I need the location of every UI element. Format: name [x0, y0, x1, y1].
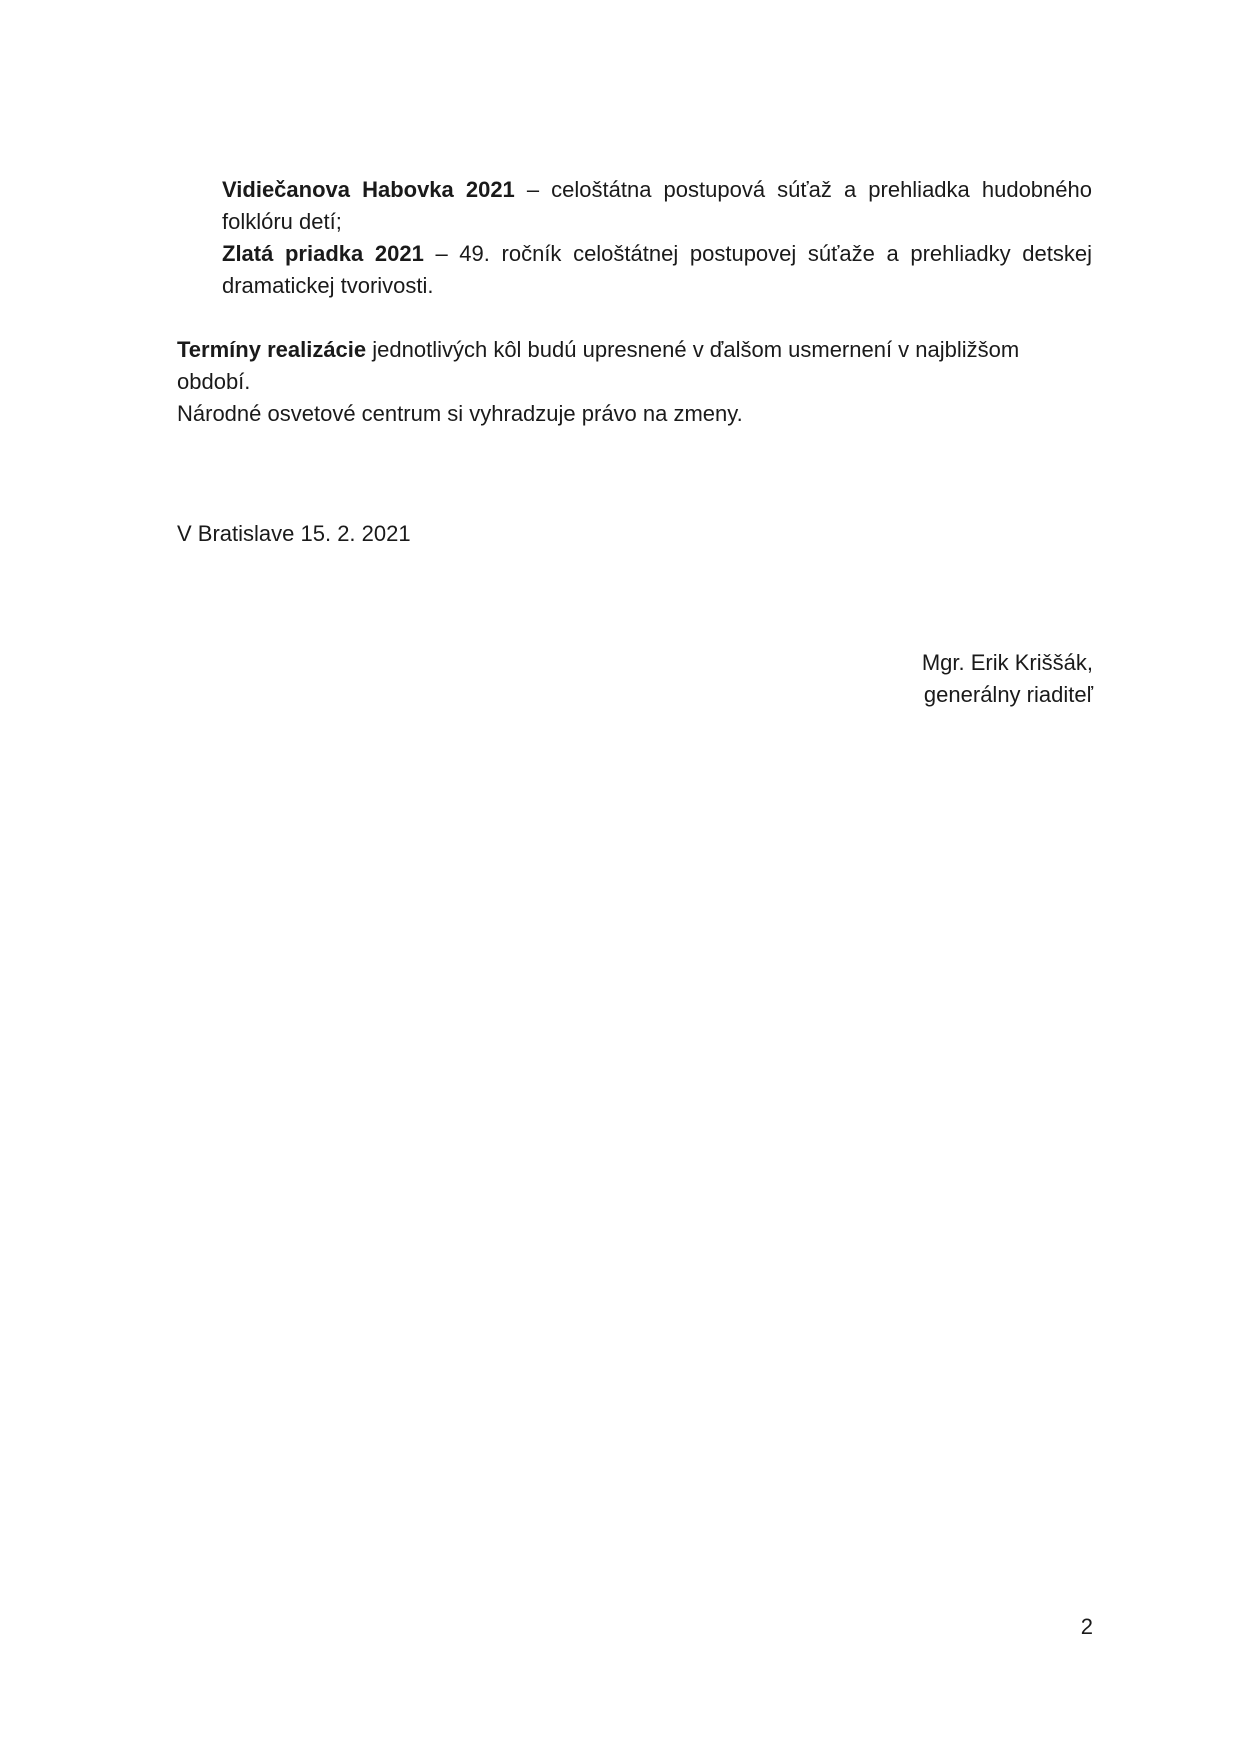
- terms-heading: Termíny realizácie: [177, 337, 367, 362]
- signatory-title: generálny riaditeľ: [923, 682, 1093, 707]
- competition-name: Zlatá priadka 2021: [222, 241, 424, 266]
- signature-block: [922, 647, 1093, 711]
- competition-description: – celoštátna postupová súťaž a prehliadka hudobného folklóru detí;: [222, 177, 1092, 234]
- terms-paragraph: [177, 334, 1097, 398]
- page-number: 2: [1080, 1614, 1093, 1639]
- list-item: [222, 238, 1092, 302]
- competition-list: [222, 174, 1092, 302]
- competition-description: – 49. ročník celoštátnej postupovej súťaže a prehliadky detskej dramatickej tvorivosti.: [222, 241, 1092, 298]
- terms-text: jednotlivých kôl budú upresnené v ďalšom usmernení v najbližšom období.: [177, 337, 1020, 394]
- reservation-paragraph: Národné osvetové centrum si vyhradzuje právo na zmeny.: [177, 401, 743, 426]
- signatory-name: Mgr. Erik Kriššák,: [921, 650, 1093, 675]
- competition-name: Vidiečanova Habovka 2021: [222, 177, 515, 202]
- list-item: [222, 174, 1092, 238]
- place-date: V Bratislave 15. 2. 2021: [177, 521, 411, 546]
